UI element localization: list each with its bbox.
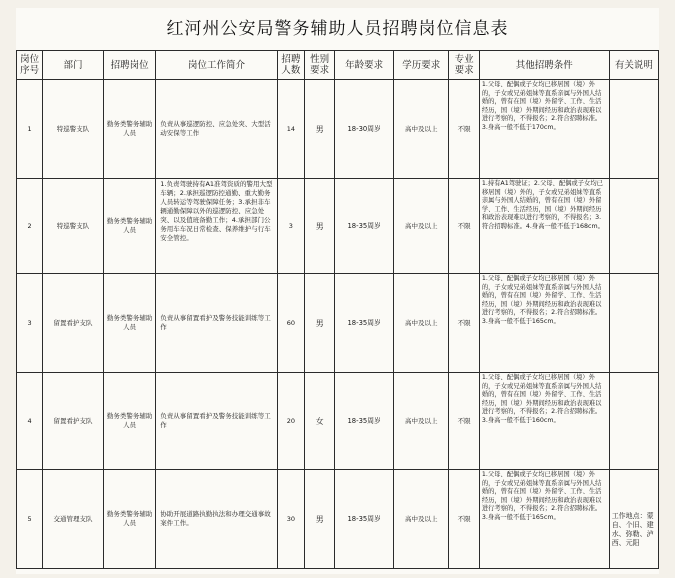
cell-count: 14	[277, 80, 304, 179]
cell-desc: 负责从事留置看护及警务技能训练等工作	[156, 274, 277, 373]
cell-desc: 负责从事留置看护及警务技能训练等工作	[156, 373, 277, 470]
header-major: 专业要求	[449, 51, 479, 80]
cell-note	[609, 80, 658, 179]
table-row	[17, 179, 659, 274]
cell-note: 工作地点：蒙自、个旧、建水、弥勒、泸西、元阳	[609, 470, 658, 569]
cell-major: 不限	[449, 80, 479, 179]
cell-major: 不限	[449, 274, 479, 373]
header-count: 招聘人数	[277, 51, 304, 80]
header-edu: 学历要求	[393, 51, 449, 80]
cell-seq: 5	[17, 470, 43, 569]
cell-seq: 4	[17, 373, 43, 470]
cell-count: 3	[277, 179, 304, 274]
header-desc: 岗位工作简介	[156, 51, 277, 80]
cell-age: 18-35周岁	[335, 274, 394, 373]
header-gender: 性别要求	[304, 51, 334, 80]
cell-major: 不限	[449, 373, 479, 470]
cell-other: 1.父母、配偶或子女均已移居国（境）外的，子女或兄弟姐妹等直系亲属与外国人结婚的，曾有在国（境）外留学、工作、生活经历，国（境）外期间经历和政治表现难以进行考察的，不得报名；2.符合招聘标准。3.身高一般不低于160cm。	[479, 373, 609, 470]
cell-age: 18-35周岁	[335, 470, 394, 569]
cell-position: 勤务类警务辅助人员	[103, 274, 155, 373]
header-seq: 岗位序号	[17, 51, 43, 80]
cell-gender: 男	[304, 274, 334, 373]
recruitment-table	[16, 50, 659, 569]
table-row	[17, 373, 659, 470]
cell-age: 18-35周岁	[335, 373, 394, 470]
cell-other: 1.父母、配偶或子女均已移居国（境）外的，子女或兄弟姐妹等直系亲属与外国人结婚的，曾有在国（境）外留学、工作、生活经历，国（境）外期间经历和政治表现难以进行考察的，不得报名；2.符合招聘标准。3.身高一般不低于170cm。	[479, 80, 609, 179]
cell-edu: 高中及以上	[393, 80, 449, 179]
table-header-row	[17, 51, 659, 80]
cell-note	[609, 179, 658, 274]
cell-age: 18-35周岁	[335, 179, 394, 274]
cell-dept: 留置看护支队	[43, 274, 104, 373]
header-other: 其他招聘条件	[479, 51, 609, 80]
cell-gender: 女	[304, 373, 334, 470]
table-row	[17, 80, 659, 179]
cell-position: 勤务类警务辅助人员	[103, 80, 155, 179]
cell-desc: 负责从事巡逻防控、应急处突、大型活动安保等工作	[156, 80, 277, 179]
cell-note	[609, 274, 658, 373]
cell-position: 勤务类警务辅助人员	[103, 470, 155, 569]
cell-dept: 留置看护支队	[43, 373, 104, 470]
cell-note	[609, 373, 658, 470]
header-age: 年龄要求	[335, 51, 394, 80]
document-title: 红河州公安局警务辅助人员招聘岗位信息表	[166, 19, 509, 39]
header-note: 有关说明	[609, 51, 658, 80]
cell-count: 30	[277, 470, 304, 569]
cell-other: 1.父母、配偶或子女均已移居国（境）外的，子女或兄弟姐妹等直系亲属与外国人结婚的，曾有在国（境）外留学、工作、生活经历，国（境）外期间经历和政治表现难以进行考察的，不得报名；2.符合招聘标准。3.身高一般不低于165cm。	[479, 470, 609, 569]
cell-seq: 2	[17, 179, 43, 274]
table-row	[17, 274, 659, 373]
header-position: 招聘岗位	[103, 51, 155, 80]
cell-other: 1.持有A1驾驶证；2.父母、配偶或子女均已移居国（境）外的，子女或兄弟姐妹等直系亲属与外国人结婚的，曾有在国（境）外留学、工作、生活经历，国（境）外期间经历和政治表现难以进行考察的，不得报名；3.符合招聘标准。4.身高一般不低于168cm。	[479, 179, 609, 274]
cell-gender: 男	[304, 80, 334, 179]
cell-count: 20	[277, 373, 304, 470]
cell-desc: 1.负责驾驶持有A1准驾资质的警用大型车辆；2.承担巡逻防控通勤、重大勤务人员转运等驾驶保障任务；3.承担非车辆通勤保障以外的巡逻防控、应急处突、以及值班备勤工作；4.承担部门公务用车车况日常检查、保养维护与行车安全管控。	[156, 179, 277, 274]
cell-gender: 男	[304, 470, 334, 569]
document-page	[16, 8, 659, 574]
cell-edu: 高中及以上	[393, 179, 449, 274]
cell-edu: 高中及以上	[393, 274, 449, 373]
cell-position: 勤务类警务辅助人员	[103, 373, 155, 470]
cell-dept: 交通管理支队	[43, 470, 104, 569]
cell-other: 1.父母、配偶或子女均已移居国（境）外的，子女或兄弟姐妹等直系亲属与外国人结婚的，曾有在国（境）外留学、工作、生活经历，国（境）外期间经历和政治表现难以进行考察的，不得报名；2.符合招聘标准。3.身高一般不低于165cm。	[479, 274, 609, 373]
cell-age: 18-30周岁	[335, 80, 394, 179]
cell-seq: 3	[17, 274, 43, 373]
cell-dept: 特巡警支队	[43, 179, 104, 274]
cell-seq: 1	[17, 80, 43, 179]
cell-position: 勤务类警务辅助人员	[103, 179, 155, 274]
cell-desc: 协助开展道路执勤执法和办理交通事故案件工作。	[156, 470, 277, 569]
cell-count: 60	[277, 274, 304, 373]
cell-major: 不限	[449, 179, 479, 274]
cell-gender: 男	[304, 179, 334, 274]
cell-edu: 高中及以上	[393, 373, 449, 470]
cell-dept: 特巡警支队	[43, 80, 104, 179]
cell-edu: 高中及以上	[393, 470, 449, 569]
table-row	[17, 470, 659, 569]
cell-major: 不限	[449, 470, 479, 569]
header-dept: 部门	[43, 51, 104, 80]
